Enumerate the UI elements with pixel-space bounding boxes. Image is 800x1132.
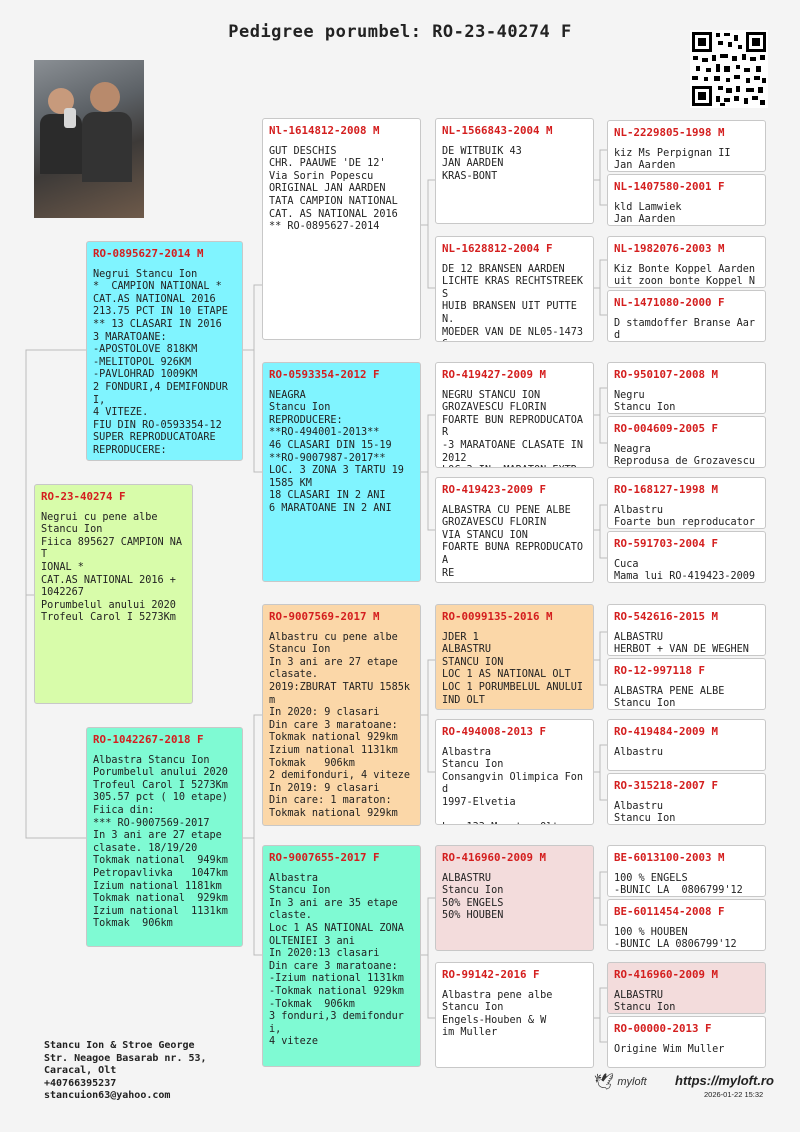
card-text: ALBASTRU HERBOT + VAN DE WEGHEN (614, 631, 749, 656)
pigeon-icon: 🕊 (594, 1074, 615, 1091)
ring-number: NL-1982076-2003 M (614, 242, 725, 255)
card-text: NEGRU STANCU ION GROZAVESCU FLORIN FOARTE BUN REPRODUCATOAR -3 MARATOANE CLASATE IN 2012 (442, 389, 584, 464)
ring-number: RO-315218-2007 F (614, 779, 719, 792)
ring-number: NL-1407580-2001 F (614, 180, 725, 193)
ring-number: RO-950107-2008 M (614, 368, 719, 381)
card-text: Albastru Foarte bun reproducator (614, 504, 756, 529)
breeder-phone: +40766395237 (44, 1077, 117, 1089)
breeder-contact (44, 1040, 207, 1103)
ring-number: RO-00000-2013 F (614, 1022, 712, 1035)
ring-number: RO-23-40274 F (41, 490, 126, 503)
card-sire-dam[interactable] (262, 362, 421, 582)
card-dsd[interactable] (435, 719, 594, 825)
ring-number: RO-416960-2009 M (442, 851, 547, 864)
card-subject[interactable] (34, 484, 193, 704)
card-text: kiz Ms Perpignan II Jan Aarden (614, 147, 731, 172)
card-text: 100 % HOUBEN -BUNIC LA 0806799'12 (614, 926, 737, 951)
ring-number: BE-6011454-2008 F (614, 905, 725, 918)
card-dss[interactable] (435, 604, 594, 710)
ring-number: NL-1628812-2004 F (442, 242, 553, 255)
ring-number: RO-542616-2015 M (614, 610, 719, 623)
breeder-city: Caracal, Olt (44, 1065, 117, 1076)
card-text: Albastru cu pene albe Stancu Ion In 3 ani are 27 etape clasate. 2019:ZBURAT TARTU 1585km In 2020: 9 clasari Din care 3 maratoane: Tokmak national 929km Izium national 1131km Tokmak 906km 2 demifonduri, 4 viteze In 2019: 9 clasari Din care: 1 maraton: Tokmak national 929km (269, 631, 411, 819)
ring-number: RO-12-997118 F (614, 664, 706, 677)
site-link[interactable]: https://myloft.ro (675, 1073, 774, 1088)
card-text: Negrui cu pene albe Stancu Ion Fiica 895627 CAMPION NAT IONAL * CAT.AS NATIONAL 2016 + 1042267 Porumbelul anului 2020 Trofeul Carol I 5273Km (41, 511, 183, 624)
card-text: 100 % ENGELS -BUNIC LA 0806799'12 (614, 872, 743, 897)
card-sds[interactable] (435, 362, 594, 468)
ring-number: RO-419423-2009 F (442, 483, 547, 496)
card-text: D stamdoffer Branse Aard (614, 317, 756, 342)
card-text: DE 12 BRANSEN AARDEN LICHTE KRAS RECHTSTREEKS HUIB BRANSEN UIT PUTTEN. MOEDER VAN DE NL05-1473 (442, 263, 584, 338)
card-g5-12[interactable] (607, 773, 766, 825)
card-text: Cuca Mama lui RO-419423-2009 (614, 558, 756, 583)
logo-text: myloft (617, 1076, 647, 1088)
ring-number: RO-0593354-2012 F (269, 368, 380, 381)
card-dam-dam[interactable] (262, 845, 421, 1067)
timestamp: 2026-01-22 15:32 (704, 1090, 764, 1099)
card-text: Kiz Bonte Koppel Aarden uit zoon bonte Koppel N (614, 263, 756, 288)
card-g5-8[interactable] (607, 531, 766, 583)
card-g5-15[interactable] (607, 962, 766, 1014)
card-g5-3[interactable] (607, 236, 766, 288)
ring-number: NL-2229805-1998 M (614, 126, 725, 139)
card-text: Negru Stancu Ion (614, 389, 676, 414)
card-g5-14[interactable] (607, 899, 766, 951)
card-g5-2[interactable] (607, 174, 766, 226)
card-text: ALBASTRA PENE ALBE Stancu Ion (614, 685, 725, 710)
card-text: Albastra pene albe Stancu Ion Engels-Houben & W im Muller (442, 989, 553, 1039)
card-g5-16[interactable] (607, 1016, 766, 1068)
card-dds[interactable] (435, 845, 594, 951)
card-sss[interactable] (435, 118, 594, 224)
card-g5-5[interactable] (607, 362, 766, 414)
ring-number: RO-494008-2013 F (442, 725, 547, 738)
card-text: ALBASTRU Stancu Ion (614, 989, 676, 1014)
card-text: DE WITBUIK 43 JAN AARDEN KRAS-BONT (442, 145, 522, 182)
card-g5-7[interactable] (607, 477, 766, 529)
ring-number: BE-6013100-2003 M (614, 851, 725, 864)
card-sire-sire[interactable] (262, 118, 421, 340)
card-text: kld Lamwiek Jan Aarden (614, 201, 682, 226)
card-text: NEAGRA Stancu Ion REPRODUCERE: **RO-494001-2013** 46 CLASARI DIN 15-19 **RO-9007987-2017** LOC. 3 ZONA 3 TARTU 19 1585 KM 18 CLASARI IN 2 ANI 6 MARATOANE IN 2 ANI (269, 389, 404, 514)
card-sire[interactable] (86, 241, 243, 461)
ring-number: RO-1042267-2018 F (93, 733, 204, 746)
card-text: ALBASTRU Stancu Ion 50% ENGELS 50% HOUBEN (442, 872, 504, 922)
ring-number: RO-591703-2004 F (614, 537, 719, 550)
card-sdd[interactable] (435, 477, 594, 583)
card-g5-9[interactable] (607, 604, 766, 656)
breeder-name: Stancu Ion & Stroe George (44, 1040, 195, 1051)
ring-number: RO-419427-2009 M (442, 368, 547, 381)
card-g5-10[interactable] (607, 658, 766, 710)
breeder-email[interactable]: stancuion63@yahoo.com (44, 1090, 171, 1101)
ring-number: RO-168127-1998 M (614, 483, 719, 496)
ring-number: RO-004609-2005 F (614, 422, 719, 435)
ring-number: RO-416960-2009 M (614, 968, 719, 981)
card-text: Albastra Stancu Ion Consangvin Olimpica Fond 1997-Elvetia (442, 746, 584, 808)
card-ddd[interactable] (435, 962, 594, 1068)
card-g5-4[interactable] (607, 290, 766, 342)
ring-number: RO-9007655-2017 F (269, 851, 380, 864)
card-text: Negrui Stancu Ion * CAMPION NATIONAL * CAT.AS NATIONAL 2016 213.75 PCT IN 10 ETAPE ** 13 CLASARI IN 2016 3 MARATOANE: -APOSTOLOVE 818KM -MELITOPOL 926KM -PAVLOHRAD 1009KM 2 FONDURI,4 DEMIFONDURI, 4 VITEZE. FIU DIN RO-0593354-12 SUPER REPRODUCATOARE REPRODUCERE: (93, 268, 228, 456)
card-ssd[interactable] (435, 236, 594, 342)
ring-number: RO-0895627-2014 M (93, 247, 204, 260)
card-text: Albastra Stancu Ion Porumbelul anului 2020 Trofeul Carol I 5273Km 305.57 pct ( 10 etape) Fiica din: *** RO-9007569-2017 In 3 ani are 27 etape clasate. 18/19/20 Tokmak national 949km Petropavlivka 1047km Izium national 1181km Tokmak national 929km Izium national 1131km Tokmak 906km (93, 754, 228, 930)
card-text: ALBASTRA CU PENE ALBE GROZAVESCU FLORIN VIA STANCU ION FOARTE BUNA REPRODUCATOA RE (442, 504, 584, 579)
ring-number: RO-0099135-2016 M (442, 610, 553, 623)
card-g5-1[interactable] (607, 120, 766, 172)
card-text: Albastru (614, 746, 664, 758)
ring-number: NL-1566843-2004 M (442, 124, 553, 137)
ring-number: Nl-1614812-2008 M (269, 124, 380, 137)
card-text: Albastru Stancu Ion (614, 800, 676, 825)
card-text: Neagra Reprodusa de Grozavescu (614, 443, 756, 468)
card-text: Origine Wim Muller (614, 1043, 725, 1055)
page-title: Pedigree porumbel: RO-23-40274 F (228, 22, 572, 42)
ring-number: RO-9007569-2017 M (269, 610, 380, 623)
ring-number: RO-99142-2016 F (442, 968, 540, 981)
card-dam[interactable] (86, 727, 243, 947)
card-g5-13[interactable] (607, 845, 766, 897)
breeder-street: Str. Neagoe Basarab nr. 53, (44, 1052, 207, 1064)
ring-number: NL-1471080-2000 F (614, 296, 725, 309)
card-text: JDER 1 ALBASTRU STANCU ION LOC 1 AS NATIONAL OLT LOC 1 PORUMBELUL ANULUI IND OLT (442, 631, 584, 706)
ring-number: RO-419484-2009 M (614, 725, 719, 738)
card-dam-sire[interactable] (262, 604, 421, 826)
myloft-logo (594, 1072, 647, 1092)
card-g5-6[interactable] (607, 416, 766, 468)
card-text: Albastra Stancu Ion In 3 ani are 35 etape claste. Loc 1 AS NATIONAL ZONA OLTENIEI 3 ani In 2020:13 clasari Din care 3 maratoane: -Izium national 1131km -Tokmak national 929km -Tokmak 906km 3 fonduri,3 demifonduri, 4 viteze (269, 872, 404, 1048)
card-text: GUT DESCHIS CHR. PAAUWE 'DE 12' Via Sorin Popescu ORIGINAL JAN AARDEN TATA CAMPION NATIONAL CAT. AS NATIONAL 2016 ** RO-0895627-2014 (269, 145, 398, 233)
card-g5-11[interactable] (607, 719, 766, 771)
